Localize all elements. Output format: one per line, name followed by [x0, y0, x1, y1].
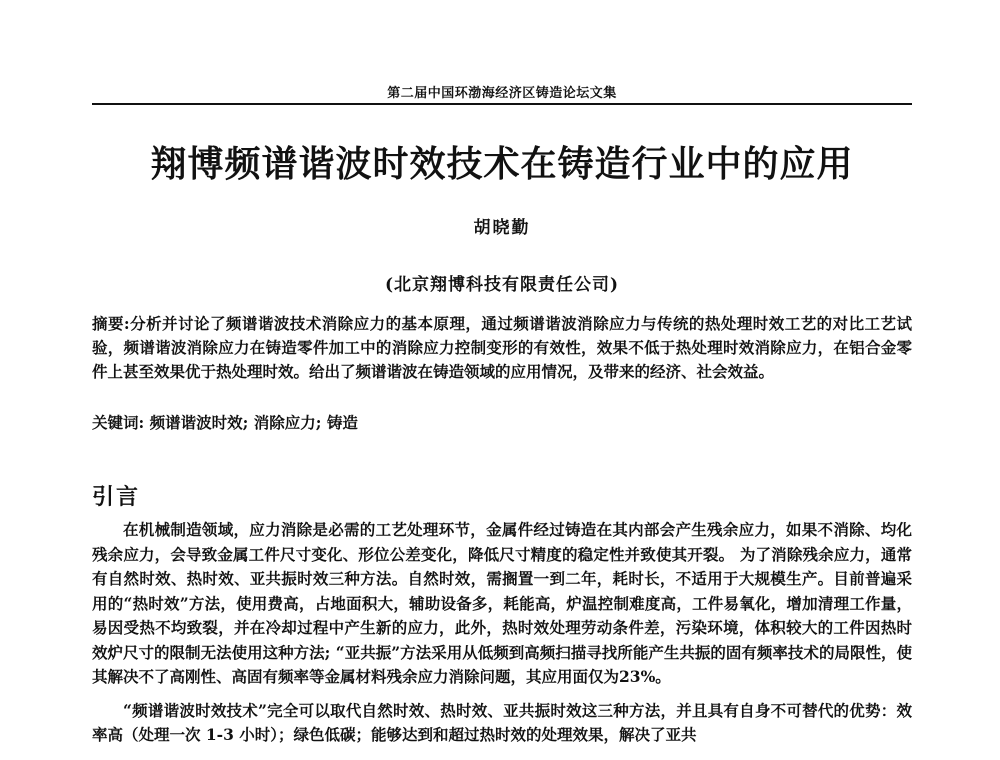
author-affiliation: (北京翔博科技有限责任公司): [384, 275, 620, 295]
header-rule: [92, 103, 912, 105]
body-paragraph: “频谱谐波时效技术”完全可以取代自然时效、热时效、亚共振时效这三种方法，并且具有自身不可替代的优势：效率高（处理一次 1-3 小时）；绿色低碳；能够达到和超过热时效的处理效果，解决了亚共: [92, 700, 912, 744]
section-heading-introduction: 引言: [92, 485, 141, 510]
body-paragraph: 在机械制造领域，应力消除是必需的工艺处理环节，金属件经过铸造在其内部会产生残余应力，如果不消除、均化残余应力，会导致金属工件尺寸变化、形位公差变化，降低尺寸精度的稳定性并致使其开裂。 为了消除残余应力，通常有自然时效、热时效、亚共振时效三种方法。自然时效，需搁置一到二年，耗时长，不适用于大规模生产。目前普遍采用的“热时效”方法，使用费高，占地面积大，辅助设备多，耗能高，炉温控制难度高，工件易氧化，增加清理工作量，易因受热不均致裂，并在冷却过程中产生新的应力，此外，热时效处理劳动条件差，污染环境，体积较大的工件因热时效炉尺寸的限制无法使用这种方法; “亚共振”方法采用从低频到高频扫描寻找所能产生共振的固有频率技术的局限性，使其解决不了高刚性、高固有频率等金属材料残余应力消除问题，其应用面仅为23%。: [92, 520, 912, 686]
abstract: 摘要:分析并讨论了频谱谐波技术消除应力的基本原理，通过频谱谐波消除应力与传统的热处理时效工艺的对比工艺试验，频谱谐波消除应力在铸造零件加工中的消除应力控制变形的有效性，效果不低于热处理时效消除应力，在铝合金零件上甚至效果优于热处理时效。给出了频谱谐波在铸造领域的应用情况，及带来的经济、社会效益。: [92, 314, 912, 381]
author-name: 胡晓勤: [473, 218, 531, 238]
running-header: 第二届中国环渤海经济区铸造论坛文集: [387, 86, 617, 101]
paper-title: 翔博频谱谐波时效技术在铸造行业中的应用: [150, 144, 854, 185]
keywords: 关键词: 频谱谐波时效; 消除应力; 铸造: [92, 413, 358, 432]
introduction-body: [92, 518, 912, 748]
